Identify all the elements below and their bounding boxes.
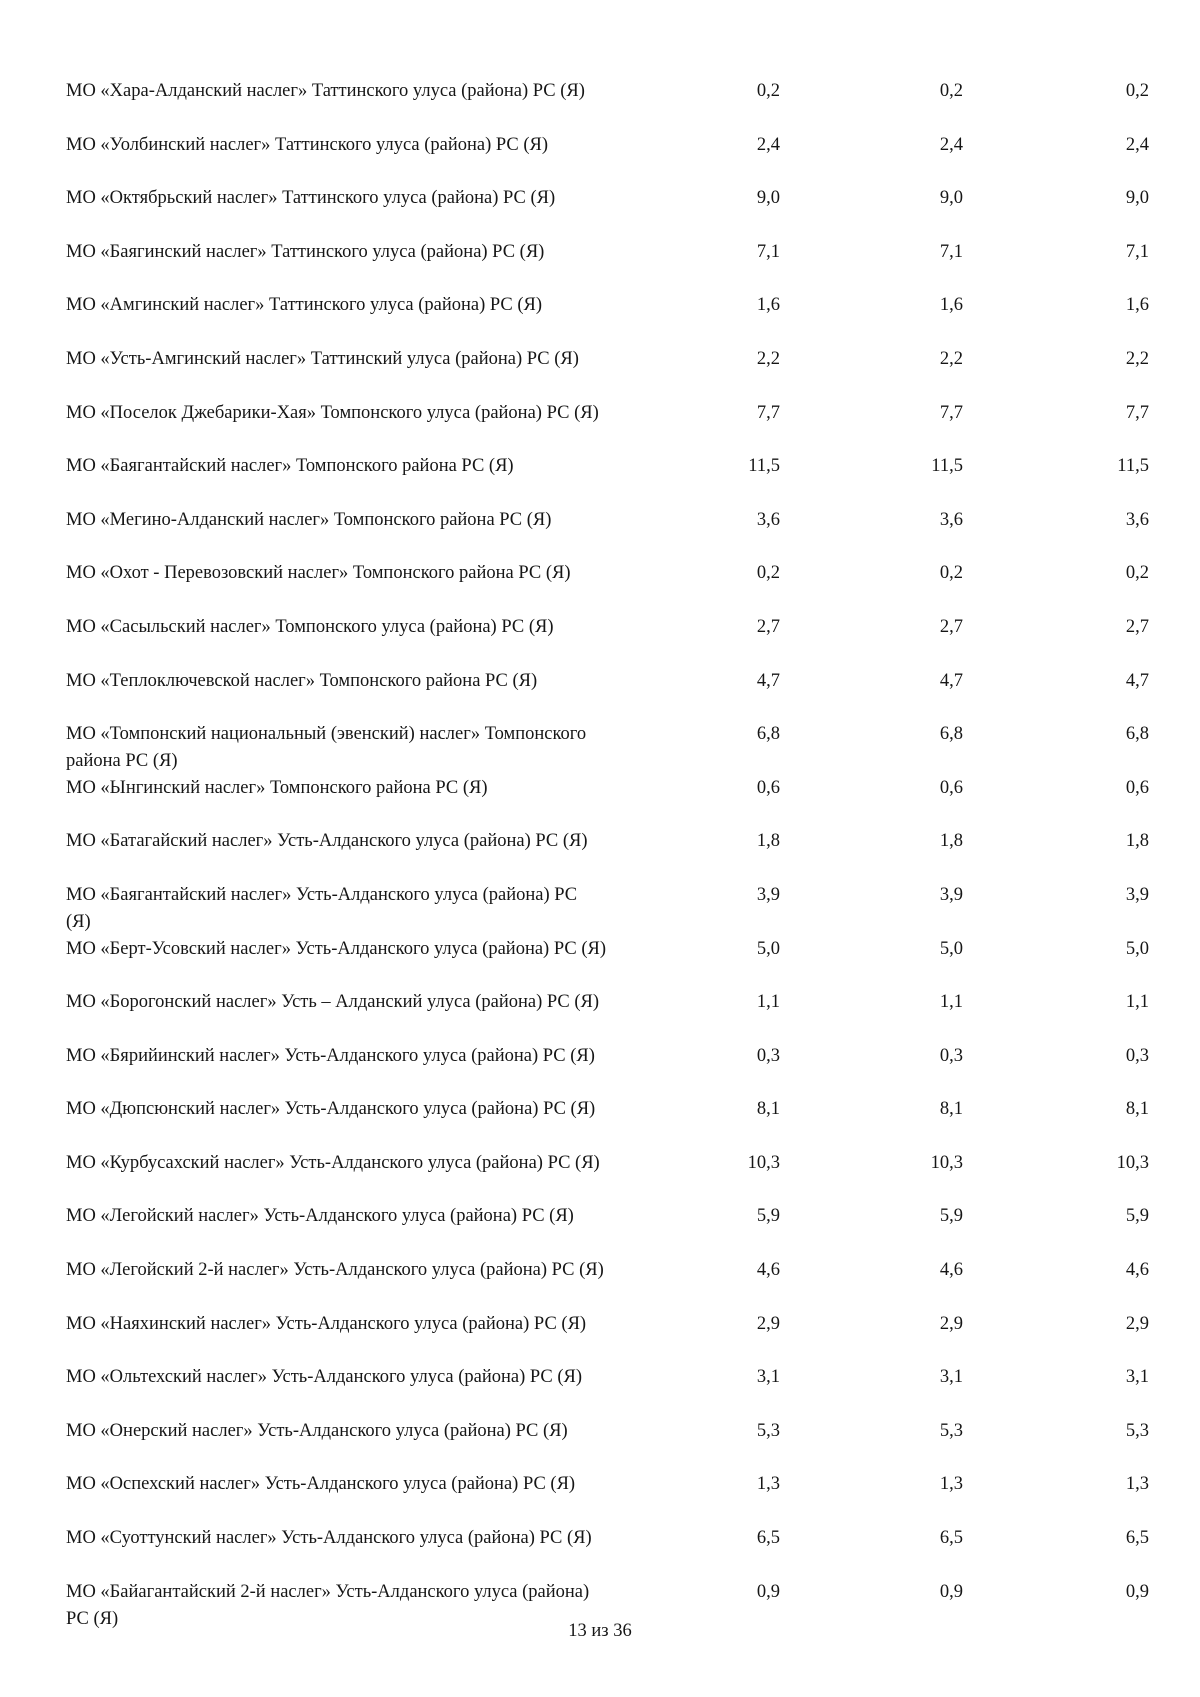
value-column-2: 11,5 [931,456,963,477]
municipality-name: МО «Суоттунский наслег» Усть-Алданского улуса (района) РС (Я) [66,1528,592,1549]
value-column-3: 7,1 [1125,241,1149,262]
municipality-name: МО «Онерский наслег» Усть-Алданского улуса (района) РС (Я) [66,1420,568,1441]
value-column-1: 5,3 [756,1420,780,1441]
value-column-1: 4,7 [756,670,780,691]
value-column-1: 1,3 [756,1474,780,1495]
municipality-name: МО «Баягинский наслег» Таттинского улуса (района) РС (Я) [66,241,545,262]
table-row [0,292,1200,346]
value-column-3: 8,1 [1125,1099,1149,1120]
value-column-3: 5,3 [1125,1420,1149,1441]
value-column-2: 5,3 [939,1420,963,1441]
value-column-1: 6,8 [756,724,780,745]
value-column-1: 9,0 [756,188,780,209]
municipality-name: МО «Бярийинский наслег» Усть-Алданского улуса (района) РС (Я) [66,1045,595,1066]
table-row [0,1203,1200,1257]
municipality-name: МО «Уолбинский наслег» Таттинского улуса (района) РС (Я) [66,134,549,155]
value-column-2: 3,1 [939,1367,963,1388]
table-row [0,132,1200,186]
value-column-1: 8,1 [756,1099,780,1120]
value-column-2: 0,3 [939,1045,963,1066]
value-column-1: 11,5 [748,456,780,477]
value-column-3: 0,2 [1125,563,1149,584]
value-column-3: 2,9 [1125,1313,1149,1334]
value-column-2: 7,7 [939,402,963,423]
value-column-3: 1,3 [1125,1474,1149,1495]
value-column-3: 9,0 [1125,188,1149,209]
municipality-name: МО «Усть-Амгинский наслег» Таттинский улуса (района) РС (Я) [66,348,579,369]
value-column-3: 0,9 [1125,1581,1149,1602]
municipality-name: МО «Охот - Перевозовский наслег» Томпонского района РС (Я) [66,563,571,584]
value-column-1: 2,9 [756,1313,780,1334]
value-column-1: 0,6 [756,777,780,798]
value-column-1: 5,0 [756,938,780,959]
table-row [0,1418,1200,1472]
municipality-name: МО «Берт-Усовский наслег» Усть-Алданского улуса (района) РС (Я) [66,938,606,959]
table-row [0,614,1200,668]
value-column-2: 6,5 [939,1528,963,1549]
value-column-3: 5,9 [1125,1206,1149,1227]
value-column-1: 1,8 [756,831,780,852]
municipality-name: МО «Хара-Алданский наслег» Таттинского улуса (района) РС (Я) [66,81,585,101]
table-row [0,239,1200,293]
value-column-3: 1,6 [1125,295,1149,316]
municipality-name: МО «Томпонский национальный (эвенский) наслег» Томпонского района РС (Я) [66,724,587,772]
table-row [0,989,1200,1043]
value-column-2: 6,8 [939,724,963,745]
value-column-1: 2,7 [756,616,780,637]
value-column-3: 3,9 [1125,884,1149,905]
value-column-3: 7,7 [1125,402,1149,423]
municipality-name: МО «Курбусахский наслег» Усть-Алданского улуса (района) РС (Я) [66,1152,600,1173]
table-row [0,1311,1200,1365]
value-column-3: 3,1 [1125,1367,1149,1388]
table-row [0,507,1200,561]
value-column-1: 1,6 [756,295,780,316]
table-row [0,453,1200,507]
value-column-2: 1,3 [939,1474,963,1495]
value-column-2: 0,9 [939,1581,963,1602]
municipality-name: МО «Оспехский наслег» Усть-Алданского улуса (района) РС (Я) [66,1474,576,1495]
municipality-name: МО «Теплоключевской наслег» Томпонского района РС (Я) [66,670,538,691]
value-column-2: 2,2 [939,348,963,369]
value-column-3: 3,6 [1125,509,1149,530]
municipality-name: МО «Дюпсюнский наслег» Усть-Алданского улуса (района) РС (Я) [66,1099,596,1120]
value-column-2: 2,4 [939,134,963,155]
municipality-name: МО «Легойский наслег» Усть-Алданского улуса (района) РС (Я) [66,1206,574,1227]
value-column-1: 0,2 [756,563,780,584]
value-column-2: 3,6 [939,509,963,530]
value-column-2: 2,7 [939,616,963,637]
value-column-1: 7,7 [756,402,780,423]
table-row [0,828,1200,882]
value-column-2: 5,0 [939,938,963,959]
municipality-name: МО «Мегино-Алданский наслег» Томпонского района РС (Я) [66,509,552,530]
value-column-3: 2,2 [1125,348,1149,369]
municipality-name: МО «Легойский 2-й наслег» Усть-Алданского улуса (района) РС (Я) [66,1260,604,1281]
municipality-name: МО «Баягантайский наслег» Томпонского района РС (Я) [66,456,514,477]
municipality-name: МО «Борогонский наслег» Усть – Алданский улуса (района) РС (Я) [66,992,600,1013]
table-row [0,185,1200,239]
table-row [0,721,1200,775]
page-number: 13 из 36 [568,1621,632,1641]
table-row [0,1471,1200,1525]
table-row [0,1364,1200,1418]
value-column-1: 5,9 [756,1206,780,1227]
municipality-name: МО «Поселок Джебарики-Хая» Томпонского улуса (района) РС (Я) [66,402,599,423]
value-column-1: 7,1 [756,241,780,262]
value-column-3: 1,8 [1125,831,1149,852]
value-column-3: 4,6 [1125,1260,1149,1281]
value-column-2: 5,9 [939,1206,963,1227]
value-column-2: 7,1 [939,241,963,262]
municipality-name: МО «Сасыльский наслег» Томпонского улуса (района) РС (Я) [66,616,554,637]
value-column-2: 3,9 [939,884,963,905]
value-column-2: 0,6 [939,777,963,798]
value-column-1: 0,3 [756,1045,780,1066]
municipality-name: МО «Батагайский наслег» Усть-Алданского улуса (района) РС (Я) [66,831,588,852]
value-column-3: 1,1 [1125,992,1149,1013]
value-column-3: 6,8 [1125,724,1149,745]
value-column-2: 4,7 [939,670,963,691]
municipality-name: МО «Октябрьский наслег» Таттинского улуса (района) РС (Я) [66,188,556,209]
municipality-name: МО «Амгинский наслег» Таттинского улуса (района) РС (Я) [66,295,543,316]
value-column-3: 10,3 [1116,1152,1149,1173]
value-column-1: 4,6 [756,1260,780,1281]
table-row [0,936,1200,990]
municipality-name: МО «Наяхинский наслег» Усть-Алданского улуса (района) РС (Я) [66,1313,587,1334]
municipality-name: МО «Байагантайский 2-й наслег» Усть-Алданского улуса (района) РС (Я) [66,1581,590,1629]
value-column-3: 0,3 [1125,1045,1149,1066]
value-column-2: 8,1 [939,1099,963,1120]
table-row [0,78,1200,132]
value-column-1: 0,9 [756,1581,780,1602]
table-row [0,1525,1200,1579]
value-column-1: 1,1 [756,992,780,1013]
value-column-1: 6,5 [756,1528,780,1549]
table-row [0,775,1200,829]
value-column-2: 9,0 [939,188,963,209]
value-column-1: 3,9 [756,884,780,905]
table-body [0,78,1200,1632]
value-column-1: 2,2 [756,348,780,369]
value-column-2: 2,9 [939,1313,963,1334]
value-column-2: 1,8 [939,831,963,852]
table-row [0,560,1200,614]
value-column-3: 0,6 [1125,777,1149,798]
table-row [0,668,1200,722]
municipality-name: МО «Ольтехский наслег» Усть-Алданского улуса (района) РС (Я) [66,1367,583,1388]
value-column-3: 0,2 [1125,81,1149,101]
table-row [0,1096,1200,1150]
value-column-2: 4,6 [939,1260,963,1281]
value-column-2: 10,3 [930,1152,963,1173]
table-row [0,1150,1200,1204]
table-row [0,882,1200,936]
table-row [0,1043,1200,1097]
value-column-3: 4,7 [1125,670,1149,691]
municipality-name: МО «Ынгинский наслег» Томпонского района РС (Я) [66,777,488,798]
municipality-name: МО «Баягантайский наслег» Усть-Алданского улуса (района) РС (Я) [66,884,578,932]
value-column-3: 5,0 [1125,938,1149,959]
value-column-3: 2,4 [1125,134,1149,155]
value-column-3: 11,5 [1117,456,1149,477]
value-column-3: 6,5 [1125,1528,1149,1549]
value-column-2: 0,2 [939,81,963,101]
value-column-2: 0,2 [939,563,963,584]
value-column-1: 3,6 [756,509,780,530]
table-row [0,1257,1200,1311]
value-column-3: 2,7 [1125,616,1149,637]
table-row [0,400,1200,454]
table-row [0,346,1200,400]
value-column-2: 1,6 [939,295,963,316]
value-column-1: 10,3 [747,1152,780,1173]
value-column-1: 2,4 [756,134,780,155]
value-column-1: 0,2 [756,81,780,101]
value-column-1: 3,1 [756,1367,780,1388]
value-column-2: 1,1 [939,992,963,1013]
